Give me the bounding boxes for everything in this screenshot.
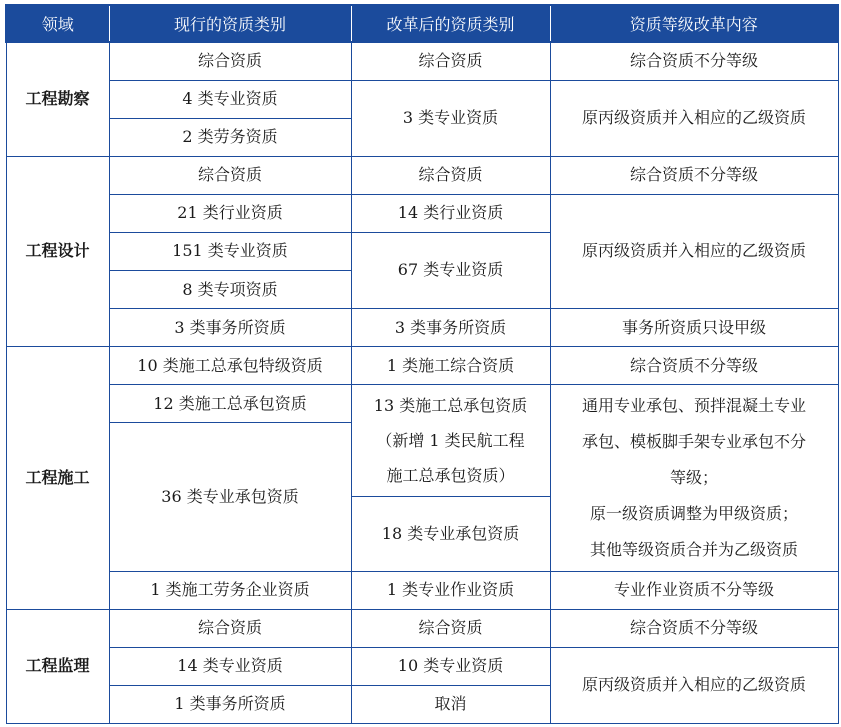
cell-line: 施工总承包资质） xyxy=(386,466,515,486)
cell-reformed: 18 类专业承包资质 xyxy=(351,497,550,571)
header-row xyxy=(6,5,838,42)
cell-change: 原丙级资质并入相应的乙级资质 xyxy=(550,194,838,308)
header-reformed: 改革后的资质类别 xyxy=(351,5,550,42)
cell-change: 原丙级资质并入相应的乙级资质 xyxy=(550,80,838,156)
cell-change: 专业作业资质不分等级 xyxy=(550,571,838,609)
cell-line: 等级； xyxy=(669,467,718,487)
cell-change: 原丙级资质并入相应的乙级资质 xyxy=(550,647,838,723)
cell-line: 其他等级资质合并为乙级资质 xyxy=(589,539,798,559)
cell-reformed: 综合资质 xyxy=(351,42,550,80)
cell-reformed: 10 类专业资质 xyxy=(351,647,550,685)
cell-reformed: 1 类专业作业资质 xyxy=(351,571,550,609)
cell-change: 事务所资质只设甲级 xyxy=(550,309,838,347)
field-supervision: 工程监理 xyxy=(6,609,109,723)
cell-reformed: 1 类施工综合资质 xyxy=(351,347,550,385)
table-row xyxy=(6,385,838,423)
table-row xyxy=(6,194,838,232)
cell-reformed: 综合资质 xyxy=(351,609,550,647)
table-row xyxy=(6,647,838,685)
table-row xyxy=(6,309,838,347)
cell-current: 3 类事务所资质 xyxy=(109,309,351,347)
qualification-reform-table xyxy=(5,4,839,724)
field-construction: 工程施工 xyxy=(6,347,109,609)
cell-change xyxy=(550,385,838,571)
cell-current: 8 类专项资质 xyxy=(109,270,351,308)
cell-current: 21 类行业资质 xyxy=(109,194,351,232)
table-row xyxy=(6,156,838,194)
cell-reformed: 3 类事务所资质 xyxy=(351,309,550,347)
cell-current: 综合资质 xyxy=(109,42,351,80)
cell-current: 2 类劳务资质 xyxy=(109,118,351,156)
cell-reformed xyxy=(351,385,550,497)
cell-current: 10 类施工总承包特级资质 xyxy=(109,347,351,385)
cell-current: 综合资质 xyxy=(109,156,351,194)
table-row xyxy=(6,42,838,80)
cell-change: 综合资质不分等级 xyxy=(550,42,838,80)
cell-line: （新增 1 类民航工程 xyxy=(376,431,525,451)
cell-line: 通用专业承包、预拌混凝土专业 xyxy=(581,395,806,415)
header-current: 现行的资质类别 xyxy=(109,5,351,42)
cell-reformed: 67 类专业资质 xyxy=(351,232,550,308)
cell-current: 4 类专业资质 xyxy=(109,80,351,118)
cell-change: 综合资质不分等级 xyxy=(550,347,838,385)
cell-line: 13 类施工总承包资质 xyxy=(373,396,528,416)
cell-current: 12 类施工总承包资质 xyxy=(109,385,351,423)
cell-current: 综合资质 xyxy=(109,609,351,647)
cell-line: 承包、模板脚手架专业承包不分 xyxy=(581,431,806,451)
cell-reformed: 3 类专业资质 xyxy=(351,80,550,156)
table-row xyxy=(6,571,838,609)
table-row xyxy=(6,347,838,385)
cell-line: 原一级资质调整为甲级资质； xyxy=(589,503,798,523)
cell-current: 1 类事务所资质 xyxy=(109,685,351,723)
cell-current: 151 类专业资质 xyxy=(109,232,351,270)
cell-current: 1 类施工劳务企业资质 xyxy=(109,571,351,609)
header-field: 领域 xyxy=(6,5,109,42)
table-row xyxy=(6,609,838,647)
cell-current: 36 类专业承包资质 xyxy=(109,423,351,571)
cell-reformed: 取消 xyxy=(351,685,550,723)
table-row xyxy=(6,80,838,118)
cell-change: 综合资质不分等级 xyxy=(550,156,838,194)
cell-change: 综合资质不分等级 xyxy=(550,609,838,647)
header-change: 资质等级改革内容 xyxy=(550,5,838,42)
cell-reformed: 14 类行业资质 xyxy=(351,194,550,232)
cell-reformed: 综合资质 xyxy=(351,156,550,194)
field-design: 工程设计 xyxy=(6,156,109,346)
cell-current: 14 类专业资质 xyxy=(109,647,351,685)
field-survey: 工程勘察 xyxy=(6,42,109,156)
